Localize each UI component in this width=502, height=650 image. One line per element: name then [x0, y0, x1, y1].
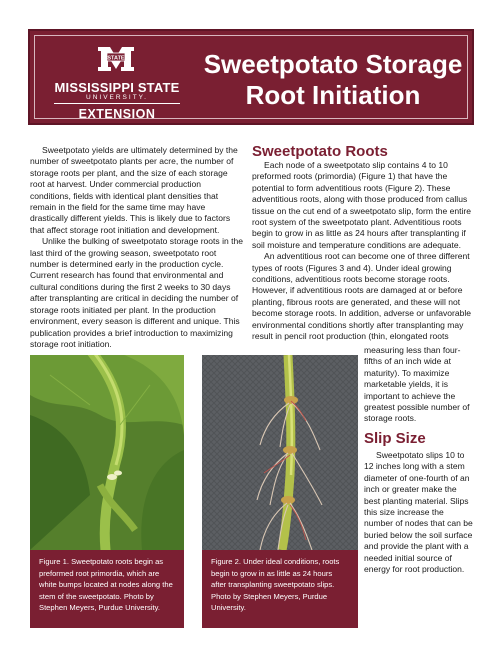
figure-2-caption: Figure 2. Under ideal conditions, roots begin to grow in as little as 24 hours after transplanting sweetpotato slips. Photo by Stephen Meyers, Purdue University.: [202, 550, 358, 628]
roots-section: [252, 143, 474, 343]
intro-paragraph-1: Sweetpotato yields are ultimately determined by the number of sweetpotato plants per acre, the number of storage roots per plant, and the size of each storage root at harvest. Under commercial production conditions, fields with identical plant densities that remain in the field for the same time may have drastically different yields. This is likely due to factors that affect storage root initiation and development.: [30, 145, 238, 235]
intro-column: [30, 145, 243, 350]
roots-paragraph-2: An adventitious root can become one of three different types of roots (Figures 3 and 4). Under ideal growing conditions, adventitious roots become storage roots. However, if adventitious roots are damaged at or before planting, fibrous roots are generated, and these will not become storage roots. In addition, adverse or unfavorable environmental conditions shortly after transplanting may result in pencil root production (thin, elongated roots: [252, 251, 472, 342]
intro-paragraph-2: Unlike the bulking of sweetpotato storage roots in the last third of the growing season, sweetpotato root number is determined early in the production cycle. Current research has found that environmental and cultural conditions during the first 2 weeks to 30 days after transplanting are critical in deciding the number of storage roots initiated per plant. In the production environment, every season is different and unique. This publication provides a brief introduction to maximizing storage root initiation.: [30, 236, 243, 349]
msu-extension-logo: [46, 43, 188, 123]
section-heading-slip-size: Slip Size: [364, 430, 426, 447]
msu-m-logo-icon: [96, 43, 136, 75]
title-line-2: Root Initiation: [245, 80, 421, 110]
roots-paragraph-1: Each node of a sweetpotato slip contains 4 to 10 preformed roots (primordia) (Figure 1) that have the potential to form adventitious roots (Figure 2). These adventitious roots, along with those produced from callus tissue on the cut end of a sweetpotato slip, form the entire root system of the sweetpotato plant. Adventitious roots begin to grow in as little as 24 hours after transplanting if soil moisture and temperature conditions are adequate.: [252, 160, 472, 250]
sweetpotato-slip-roots-image: [202, 355, 358, 550]
logo-extension: EXTENSION: [78, 107, 156, 121]
figure-1-photo: [30, 355, 184, 550]
logo-university-name: MISSISSIPPI STATE: [54, 80, 180, 95]
roots-paragraph-2-continued: measuring less than four-fifths of an inch wide at maturity). To maximize marketable yields, it is important to achieve the greatest possible number of storage roots.: [364, 345, 470, 424]
figure-1-caption: Figure 1. Sweetpotato roots begin as preformed root primordia, which are white bumps located at nodes along the stem of the sweetpotato. Photo by Stephen Meyers, Purdue University.: [30, 550, 184, 628]
title-line-1: Sweetpotato Storage: [203, 49, 463, 79]
page-title: [200, 49, 466, 111]
slip-paragraph-1: Sweetpotato slips 10 to 12 inches long with a stem diameter of one-fourth of an inch or greater make the best planting material. Slips this size increase the number of nodes that can be buried below the soil surface and provide the plant with a needed initial source of energy for root production.: [364, 450, 473, 575]
logo-university-word: UNIVERSITY.: [86, 94, 148, 101]
roots-continued: [364, 345, 474, 425]
svg-text:STATE: STATE: [107, 55, 125, 62]
section-heading-roots: Sweetpotato Roots: [252, 143, 388, 160]
header-banner: [28, 29, 474, 125]
figure-2-photo: [202, 355, 358, 550]
logo-divider: [54, 103, 180, 104]
slip-section: [364, 430, 474, 575]
sweetpotato-leaf-stem-image: [30, 355, 184, 550]
